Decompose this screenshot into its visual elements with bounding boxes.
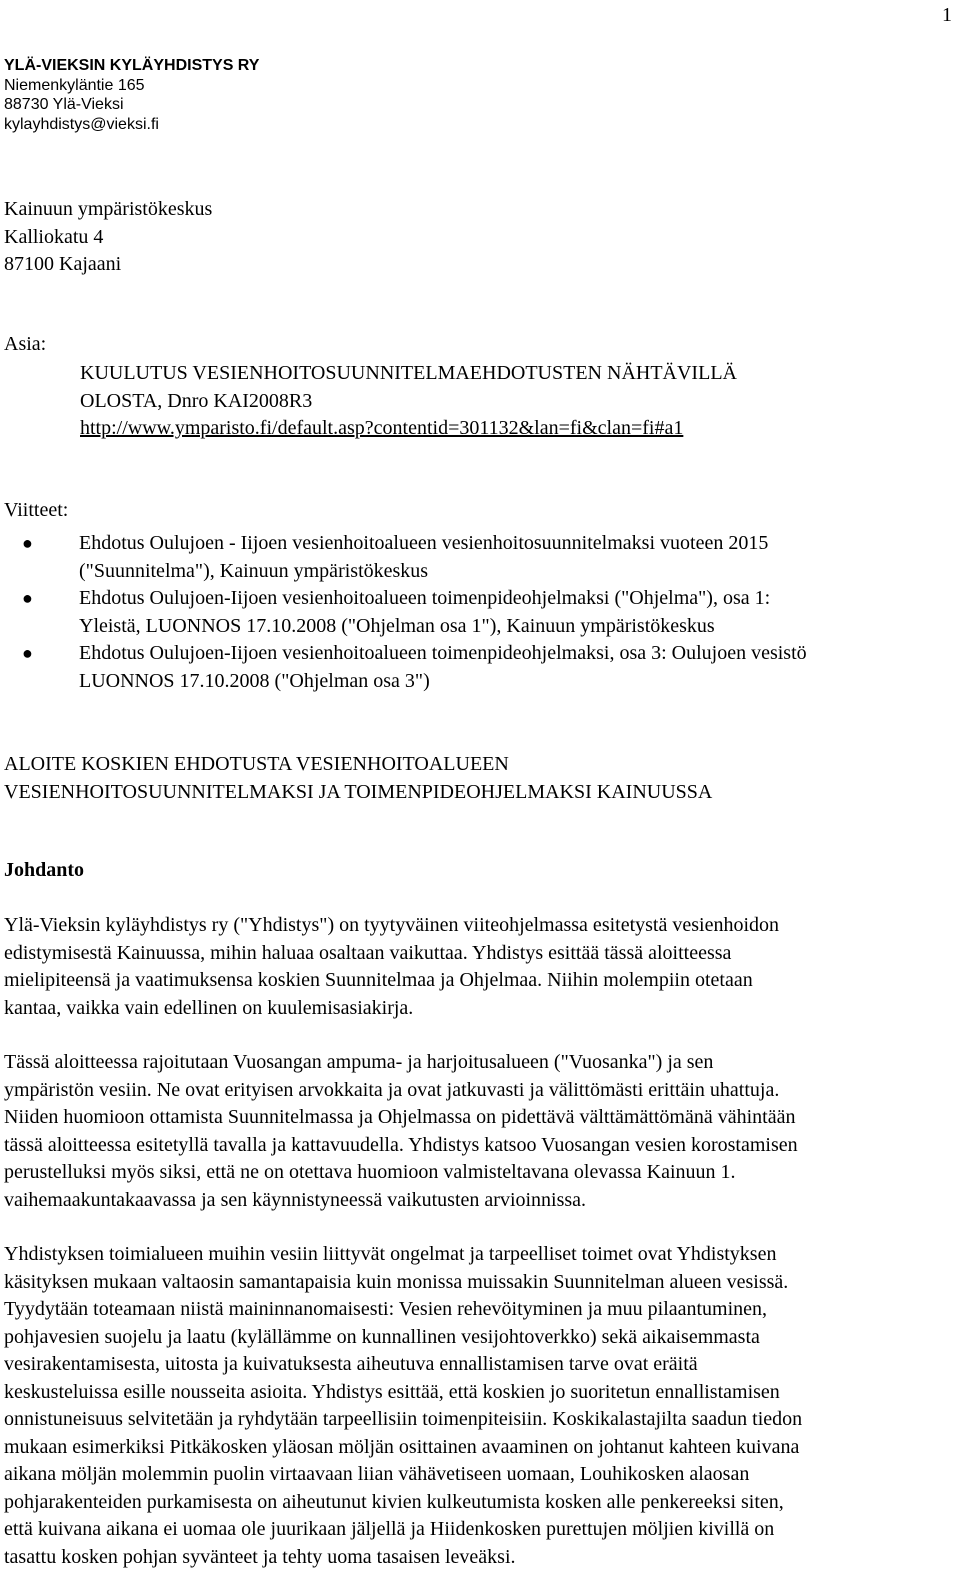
paragraph-line: että kuivana aikana ei uomaa ole juurikaan jäljellä ja Hiidenkosken purettujen möljien kivillä on [4, 1518, 775, 1540]
sender-org: YLÄ-VIEKSIN KYLÄYHDISTYS RY [4, 57, 260, 74]
recipient-city: 87100 Kajaani [4, 253, 122, 275]
paragraph-line: ympäristön vesiin. Ne ovat erityisen arvokkaita ja ovat jatkuvasti ja välittömästi erittäin uhattuja. [4, 1078, 780, 1101]
subject-line-2: OLOSTA, Dnro KAI2008R3 [80, 389, 313, 412]
bullet-icon: ● [22, 643, 33, 663]
subject-label: Asia: [4, 333, 47, 355]
sender-address [4, 56, 259, 134]
reference-line: ("Suunnitelma"), Kainuun ympäristökeskus [79, 559, 429, 582]
list-item [0, 640, 956, 695]
page-number: 1 [942, 4, 952, 26]
bullet-icon: ● [22, 588, 33, 608]
paragraph-line: perustelluksi myös siksi, että ne on otettava huomioon valmisteltavana olevassa Kainuun 1. [4, 1161, 736, 1183]
title-line-1: ALOITE KOSKIEN EHDOTUSTA VESIENHOITOALUEEN [4, 753, 509, 775]
paragraph-line: keskusteluissa esille nousseita asioita. Yhdistys esittää, että koskien jo suoritetun ennallistamisen [4, 1380, 780, 1403]
paragraph [4, 1241, 954, 1571]
section-heading: Johdanto [4, 859, 85, 881]
reference-line: Ehdotus Oulujoen-Iijoen vesienhoitoalueen toimenpideohjelmaksi ("Ohjelma"), osa 1: [79, 587, 771, 609]
reference-line: Yleistä, LUONNOS 17.10.2008 ("Ohjelman osa 1"), Kainuun ympäristökeskus [79, 614, 715, 637]
reference-line: LUONNOS 17.10.2008 ("Ohjelman osa 3") [79, 669, 430, 692]
reference-line: Ehdotus Oulujoen-Iijoen vesienhoitoalueen toimenpideohjelmaksi, osa 3: Oulujoen vesistö [79, 642, 807, 664]
paragraph-line: aikana möljän molemmin puolin virtaavaan liian vähävetiseen uomaan, Louhikosken alaosan [4, 1463, 750, 1485]
sender-email: kylayhdistys@vieksi.fi [4, 115, 159, 133]
paragraph-line: Yhdistyksen toimialueen muihin vesiin liittyvät ongelmat ja tarpeelliset toimet ovat Yhdistyksen [4, 1243, 777, 1265]
subject-body [80, 360, 737, 443]
paragraph-line: edistymisestä Kainuussa, mihin haluaa osaltaan vaikuttaa. Yhdistys esittää tässä aloitteessa [4, 941, 732, 964]
paragraph-line: Tässä aloitteessa rajoitutaan Vuosangan ampuma- ja harjoitusalueen ("Vuosanka") ja sen [4, 1051, 714, 1073]
paragraph-line: onnistuneisuus selvitetään ja ryhdytään tarpeellisiin toimenpiteisiin. Koskikalastajilta saadun tiedon [4, 1408, 803, 1430]
title-line-2: VESIENHOITOSUUNNITELMAKSI JA TOIMENPIDEOHJELMAKSI KAINUUSSA [4, 781, 713, 803]
bullet-icon: ● [22, 533, 33, 553]
references-list [0, 530, 956, 695]
list-item [0, 585, 956, 640]
sender-city: 88730 Ylä-Vieksi [4, 96, 124, 113]
paragraph-line: vesirakentamisesta, uitosta ja kuivatuksesta aiheutuva ennallistamisen tarve ovat eräitä [4, 1353, 698, 1375]
references-label: Viitteet: [4, 499, 69, 521]
paragraph [4, 1049, 954, 1214]
recipient-name: Kainuun ympäristökeskus [4, 198, 213, 220]
paragraph-line: vaihemaakuntakaavassa ja sen käynnistyneessä vaikutusten arvioinnissa. [4, 1188, 587, 1211]
paragraph-line: Niiden huomioon ottamista Suunnitelmassa ja Ohjelmassa on pidettävä välttämättömänä vähintään [4, 1106, 796, 1128]
subject-link[interactable]: http://www.ymparisto.fi/default.asp?contentid=301132&lan=fi&clan=fi#a1 [80, 417, 684, 439]
paragraph-line: Ylä-Vieksin kyläyhdistys ry ("Yhdistys") on tyytyväinen viiteohjelmassa esitetystä vesienhoidon [4, 914, 780, 936]
reference-line: Ehdotus Oulujoen - Iijoen vesienhoitoalueen vesienhoitosuunnitelmaksi vuoteen 2015 [79, 532, 769, 554]
paragraph [4, 912, 954, 1022]
paragraph-line: tasattu kosken pohjan syvänteet ja tehty uoma tasaisen leveäksi. [4, 1545, 516, 1568]
subject-line-1: KUULUTUS VESIENHOITOSUUNNITELMAEHDOTUSTEN NÄHTÄVILLÄ [80, 362, 737, 384]
paragraph-line: tässä aloitteessa esitetyllä tavalla ja kattavuudella. Yhdistys katsoo Vuosangan vesien korostamisen [4, 1133, 798, 1156]
document-title [4, 750, 712, 806]
paragraph-line: pohjavesien suojelu ja laatu (kylällämme on kunnallinen vesijohtoverkko) sekä aikaisemmasta [4, 1325, 760, 1348]
sender-street: Niemenkyläntie 165 [4, 76, 145, 94]
recipient-street: Kalliokatu 4 [4, 225, 104, 248]
recipient-address [4, 196, 212, 279]
paragraph-line: pohjarakenteiden purkamisesta on aiheutunut kivien kulkeutumista kosken alle penkereeksi siten, [4, 1490, 784, 1513]
paragraph-line: Tyydytään toteamaan niistä maininnanomaisesti: Vesien rehevöityminen ja muu pilaantuminen, [4, 1298, 768, 1320]
paragraph-line: mukaan esimerkiksi Pitkäkosken yläosan möljän osittainen avaaminen on johtanut kahteen kuivana [4, 1435, 800, 1458]
paragraph-line: käsityksen mukaan valtaosin samantapaisia kuin monissa muissakin Suunnitelman alueen vesissä. [4, 1270, 789, 1293]
paragraph-line: kantaa, vaikka vain edellinen on kuulemisasiakirja. [4, 996, 414, 1019]
list-item [0, 530, 956, 585]
paragraph-line: mielipiteensä ja vaatimuksensa koskien Suunnitelmaa ja Ohjelmaa. Niihin molempiin otetaan [4, 969, 753, 991]
